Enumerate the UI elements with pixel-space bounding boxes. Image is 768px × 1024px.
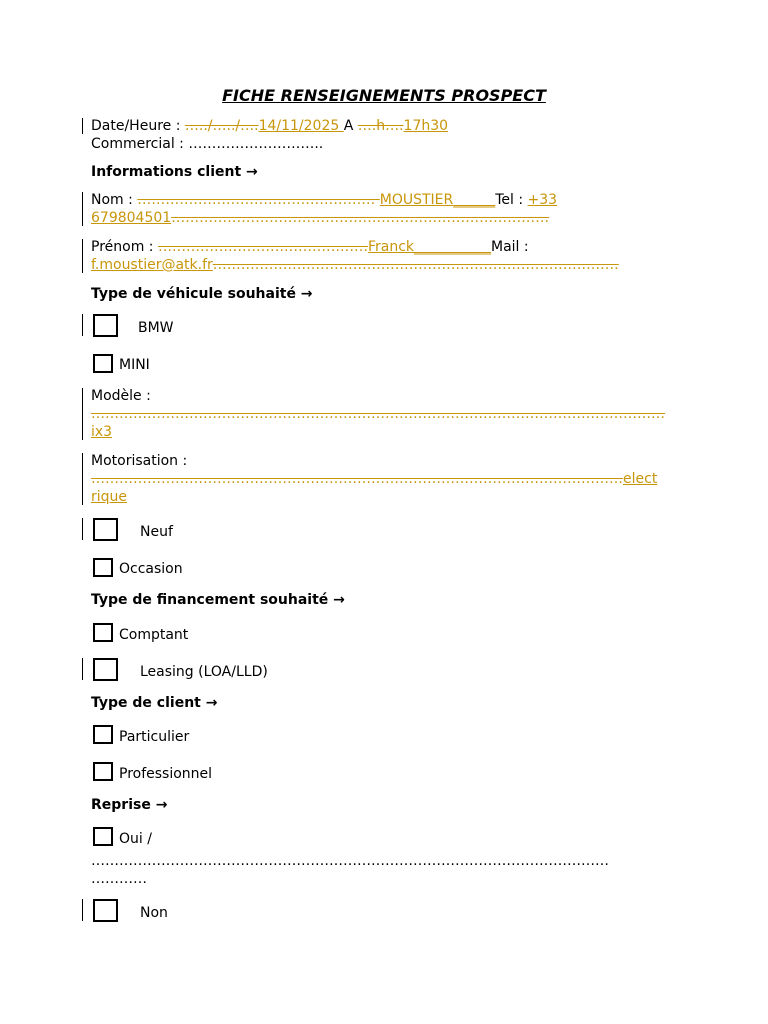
mail-value[interactable]: f.moustier@atk.fr	[91, 257, 213, 273]
time-placeholder-deleted: ….h….	[357, 118, 404, 134]
checkbox-occasion[interactable]	[93, 558, 113, 577]
checkbox-leasing[interactable]	[93, 658, 118, 681]
section-type-client: Type de client →	[91, 695, 218, 711]
particulier-label: Particulier	[119, 729, 190, 745]
date-line	[91, 117, 681, 135]
motorisation-value-part2[interactable]: rique	[91, 489, 128, 505]
change-bar	[82, 518, 83, 540]
commercial-value[interactable]: ………………………..	[188, 136, 324, 152]
tel-value-part2[interactable]: 679804501	[91, 210, 172, 226]
section-type-vehicule: Type de véhicule souhaité →	[91, 286, 313, 302]
nom-spacer: ______	[453, 192, 496, 208]
checkbox-bmw[interactable]	[93, 314, 118, 337]
mail-line	[91, 256, 681, 274]
tel-value-part1[interactable]: +33	[527, 192, 558, 208]
checkbox-comptant[interactable]	[93, 623, 113, 642]
motorisation-placeholder-deleted: ……………………………………………………………………………………………………	[91, 471, 623, 487]
section-reprise: Reprise →	[91, 797, 168, 813]
mini-label: MINI	[119, 357, 150, 373]
prenom-placeholder-deleted: ………………………………………	[157, 239, 368, 255]
prenom-value[interactable]: Franck	[367, 239, 414, 255]
tel-label: Tel :	[495, 192, 528, 208]
motorisation-value-part1[interactable]: elect	[623, 471, 658, 487]
section-informations-client: Informations client →	[91, 164, 258, 180]
leasing-label: Leasing (LOA/LLD)	[140, 664, 268, 680]
tel-line	[91, 209, 681, 227]
checkbox-neuf[interactable]	[93, 518, 118, 541]
oui-dots-line-1[interactable]: …………………………………………………………………………………………………	[91, 853, 609, 869]
change-bar	[82, 192, 83, 226]
date-separator: A	[343, 118, 358, 134]
prenom-spacer: ___________	[414, 239, 491, 255]
neuf-label: Neuf	[140, 524, 173, 540]
oui-label: Oui /	[119, 831, 152, 847]
date-value[interactable]: 14/11/2025	[258, 118, 344, 134]
change-bar	[82, 453, 83, 505]
change-bar	[82, 658, 83, 680]
change-bar	[82, 388, 83, 440]
checkbox-oui[interactable]	[93, 827, 113, 846]
nom-label: Nom :	[91, 192, 138, 208]
date-placeholder-deleted: …../…../….	[184, 118, 259, 134]
checkbox-non[interactable]	[93, 899, 118, 922]
change-bar	[82, 239, 83, 273]
comptant-label: Comptant	[119, 627, 189, 643]
oui-dots-line-2[interactable]: …………	[91, 871, 147, 887]
commercial-line	[91, 135, 681, 153]
date-label: Date/Heure :	[91, 118, 181, 134]
professionnel-label: Professionnel	[119, 766, 213, 782]
mail-placeholder-deleted: ……………………………………………………………………………	[212, 257, 619, 273]
prenom-label: Prénom :	[91, 239, 158, 255]
motorisation-label: Motorisation :	[91, 453, 188, 469]
prenom-line	[91, 238, 681, 256]
nom-value[interactable]: MOUSTIER	[379, 192, 454, 208]
document-title: FICHE RENSEIGNEMENTS PROSPECT	[222, 86, 546, 105]
time-value[interactable]: 17h30	[403, 118, 449, 134]
change-bar	[82, 118, 83, 134]
change-bar	[82, 314, 83, 336]
change-bar	[82, 899, 83, 921]
nom-placeholder-deleted: ……………………………………………	[137, 192, 380, 208]
modele-placeholder-deleted: ……………………………………………………………………………………………………………	[91, 406, 665, 422]
non-label: Non	[140, 905, 168, 921]
occasion-label: Occasion	[119, 561, 183, 577]
tel-placeholder-deleted: ………………………………………………………………………	[171, 210, 550, 226]
motorisation-value-line	[91, 488, 681, 506]
checkbox-professionnel[interactable]	[93, 762, 113, 781]
nom-line	[91, 191, 681, 209]
modele-line	[91, 405, 681, 423]
motorisation-line	[91, 470, 681, 488]
mail-label: Mail :	[491, 239, 529, 255]
checkbox-mini[interactable]	[93, 354, 113, 373]
checkbox-particulier[interactable]	[93, 725, 113, 744]
section-type-financement: Type de financement souhaité →	[91, 592, 345, 608]
commercial-label: Commercial :	[91, 136, 189, 152]
modele-label: Modèle :	[91, 388, 151, 404]
modele-value[interactable]: ix3	[91, 424, 113, 440]
modele-value-line	[91, 423, 681, 441]
bmw-label: BMW	[138, 320, 174, 336]
